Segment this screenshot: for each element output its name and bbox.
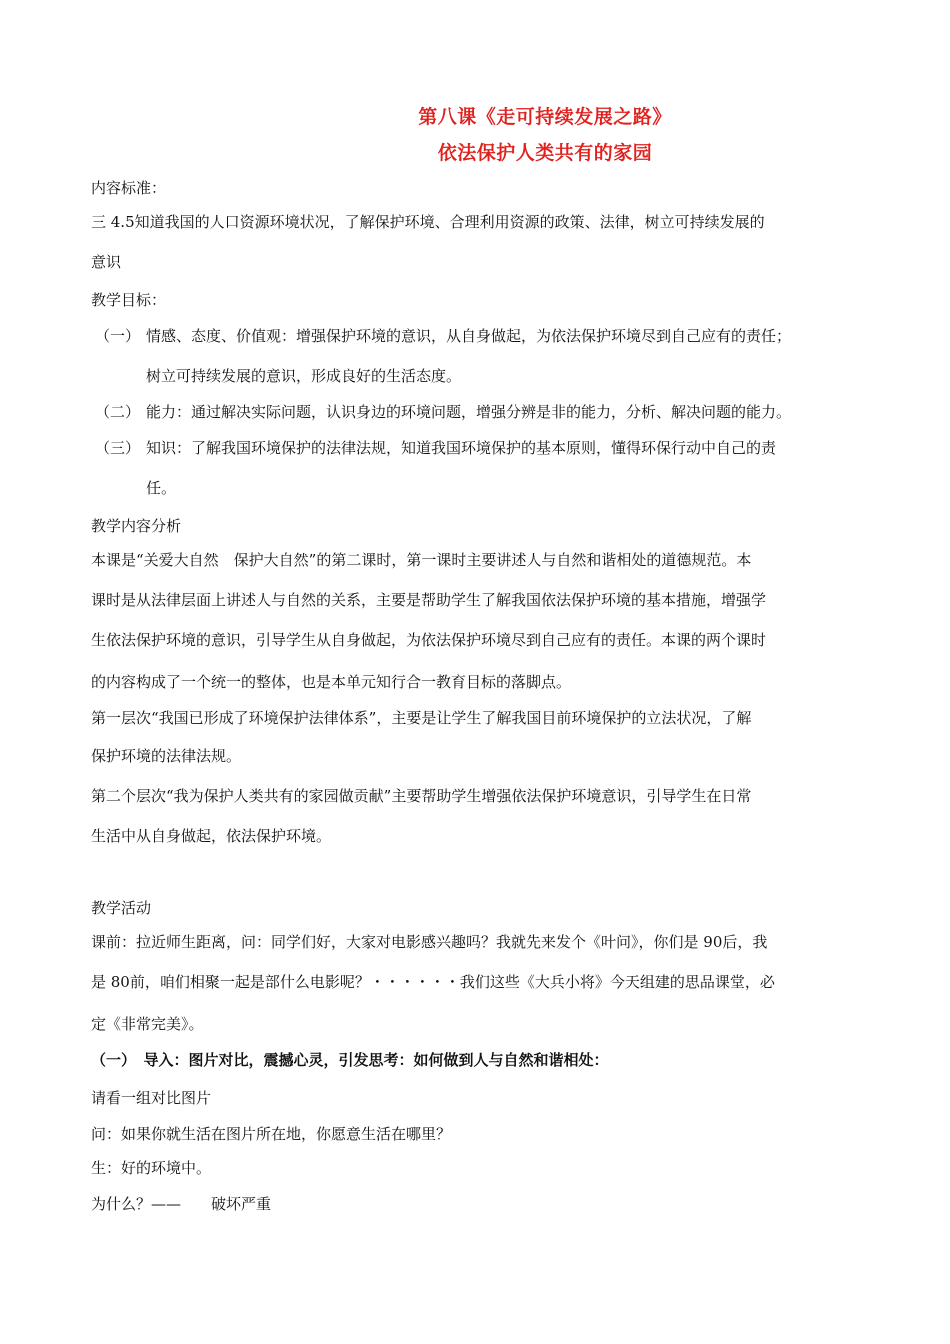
analysis-heading: 教学内容分析: [91, 517, 182, 535]
analysis-line: 课时是从法律层面上讲述人与自然的关系，主要是帮助学生了解我国依法保护环境的基本措施，增强学: [91, 591, 767, 609]
analysis-line: 生依法保护环境的意识，引导学生从自身做起，为依法保护环境尽到自己应有的责任。本课的两个课时: [91, 631, 767, 649]
section-heading: （一） 导入：图片对比，震撼心灵，引发思考：如何做到人与自然和谐相处：: [91, 1051, 609, 1069]
analysis-line: 保护环境的法律法规。: [91, 747, 242, 765]
objective-number: （一）: [95, 327, 141, 345]
activity-line: 课前：拉近师生距离，问：同学们好，大家对电影感兴趣吗？我就先来发个《叶问》，你们是 90后，我: [91, 933, 768, 951]
analysis-line: 第二个层次“我为保护人类共有的家园做贡献”主要帮助学生增强依法保护环境意识，引导学生在日常: [91, 787, 752, 805]
objective-text: 情感、态度、价值观：增强保护环境的意识，从自身做起，为依法保护环境尽到自己应有的责任；: [146, 327, 792, 345]
activity-line: 问：如果你就生活在图片所在地，你愿意生活在哪里？: [91, 1125, 452, 1143]
objective-number: （三）: [95, 439, 141, 457]
content-standard-heading: 内容标准：: [91, 179, 167, 197]
analysis-line: 生活中从自身做起，依法保护环境。: [91, 827, 332, 845]
analysis-line: 的内容构成了一个统一的整体，也是本单元知行合一教育目标的落脚点。: [91, 673, 572, 691]
content-standard-line: 三 4.5知道我国的人口资源环境状况，了解保护环境、合理利用资源的政策、法律，树立可持续发展的: [91, 213, 765, 231]
objective-text: 能力：通过解决实际问题，认识身边的环境问题，增强分辨是非的能力，分析、解决问题的能力。: [146, 403, 792, 421]
objective-text: 树立可持续发展的意识，形成良好的生活态度。: [146, 367, 462, 385]
objectives-heading: 教学目标：: [91, 291, 167, 309]
lesson-subtitle: 依法保护人类共有的家园: [437, 142, 653, 164]
activity-line: 生：好的环境中。: [91, 1159, 212, 1177]
analysis-line: 第一层次“我国已形成了环境保护法律体系”，主要是让学生了解我国目前环境保护的立法状况，了解: [91, 709, 752, 727]
activity-line: 是 80前，咱们相聚一起是部什么电影呢？・・・・・・我们这些《大兵小将》今天组建的思品课堂，必: [91, 973, 775, 991]
objective-text: 知识：了解我国环境保护的法律法规，知道我国环境保护的基本原则，懂得环保行动中自己的责: [146, 439, 777, 457]
lesson-title: 第八课《走可持续发展之路》: [418, 106, 672, 128]
activities-heading: 教学活动: [91, 899, 152, 917]
objective-number: （二）: [95, 403, 141, 421]
analysis-line: 本课是“关爱大自然 保护大自然”的第二课时，第一课时主要讲述人与自然和谐相处的道德规范。本: [91, 551, 752, 569]
activity-line: 定《非常完美》。: [91, 1015, 204, 1033]
activity-line: 请看一组对比图片: [91, 1089, 212, 1107]
objective-text: 任。: [146, 479, 177, 497]
activity-line: 为什么？—— 破坏严重: [91, 1195, 272, 1213]
content-standard-line: 意识: [91, 253, 122, 271]
